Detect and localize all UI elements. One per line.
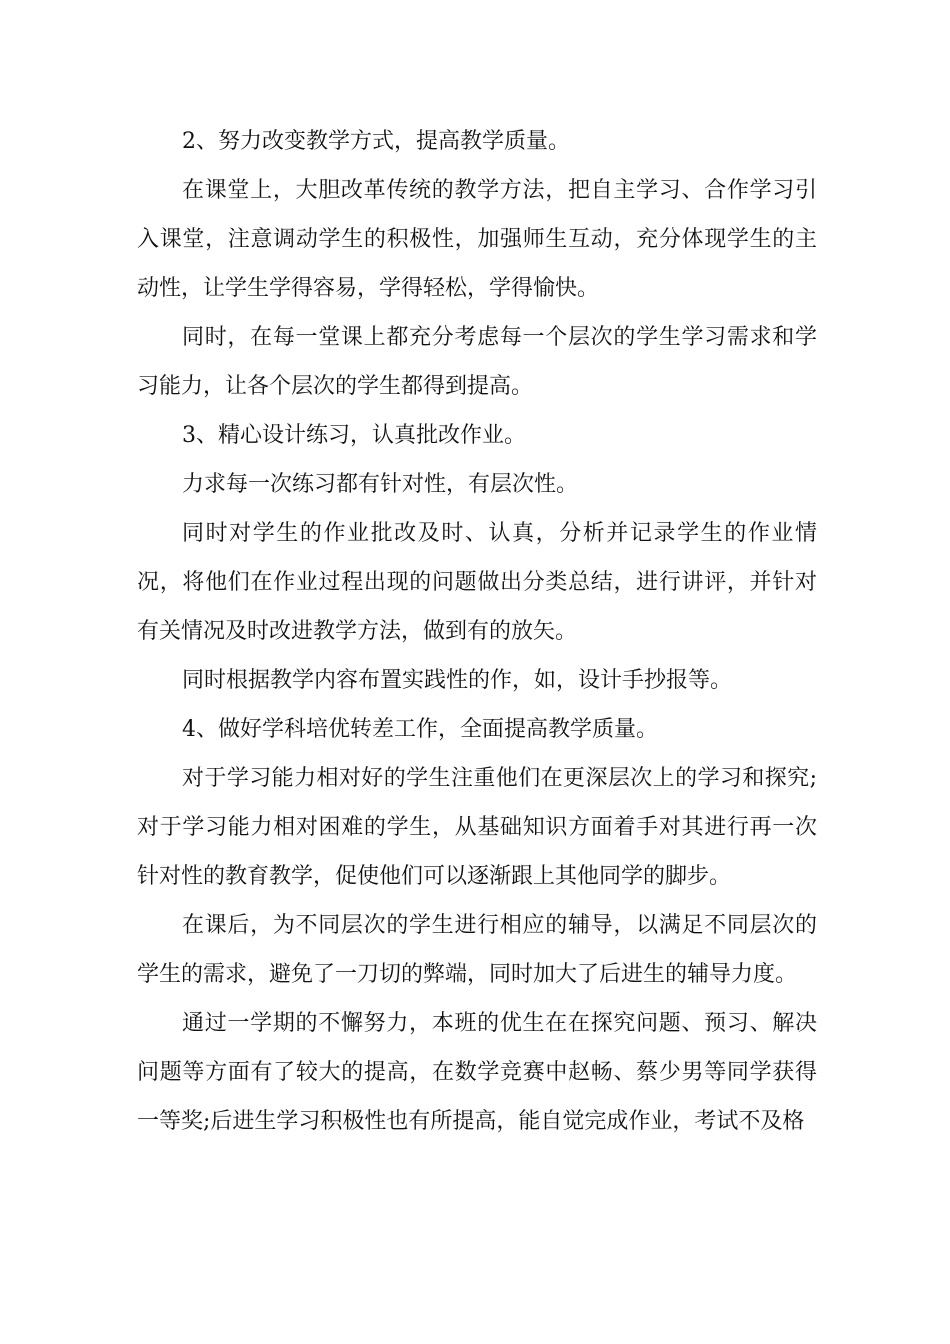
paragraph: 对于学习能力相对好的学生注重他们在更深层次上的学习和探究;对于学习能力相对困难的学生，从基础知识方面着手对其进行再一次针对性的教育教学，促使他们可以逐渐跟上其他同学的脚步。 bbox=[137, 766, 817, 889]
paragraph: 在课后，为不同层次的学生进行相应的辅导，以满足不同层次的学生的需求，避免了一刀切的弊端，同时加大了后进生的辅导力度。 bbox=[137, 913, 817, 987]
document-body bbox=[137, 117, 817, 1146]
paragraph: 在课堂上，大胆改革传统的教学方法，把自主学习、合作学习引入课堂，注意调动学生的积极性，加强师生互动，充分体现学生的主动性，让学生学得容易，学得轻松，学得愉快。 bbox=[137, 178, 817, 301]
paragraph: 同时根据教学内容布置实践性的作，如，设计手抄报等。 bbox=[182, 668, 733, 693]
paragraph: 力求每一次练习都有针对性，有层次性。 bbox=[182, 472, 579, 497]
paragraph-heading-3: 3、精心设计练习，认真批改作业。 bbox=[182, 423, 526, 448]
paragraph-heading-4: 4、做好学科培优转差工作，全面提高教学质量。 bbox=[182, 717, 658, 742]
paragraph: 同时对学生的作业批改及时、认真，分析并记录学生的作业情况，将他们在作业过程出现的问题做出分类总结，进行讲评，并针对有关情况及时改进教学方法，做到有的放矢。 bbox=[137, 521, 817, 644]
paragraph: 同时，在每一堂课上都充分考虑每一个层次的学生学习需求和学习能力，让各个层次的学生都得到提高。 bbox=[137, 325, 817, 399]
paragraph-heading-2: 2、努力改变教学方式，提高教学质量。 bbox=[182, 129, 570, 154]
paragraph: 通过一学期的不懈努力，本班的优生在在探究问题、预习、解决问题等方面有了较大的提高，在数学竞赛中赵畅、蔡少男等同学获得一等奖;后进生学习积极性也有所提高，能自觉完成作业，考试不及格 bbox=[137, 1011, 817, 1134]
